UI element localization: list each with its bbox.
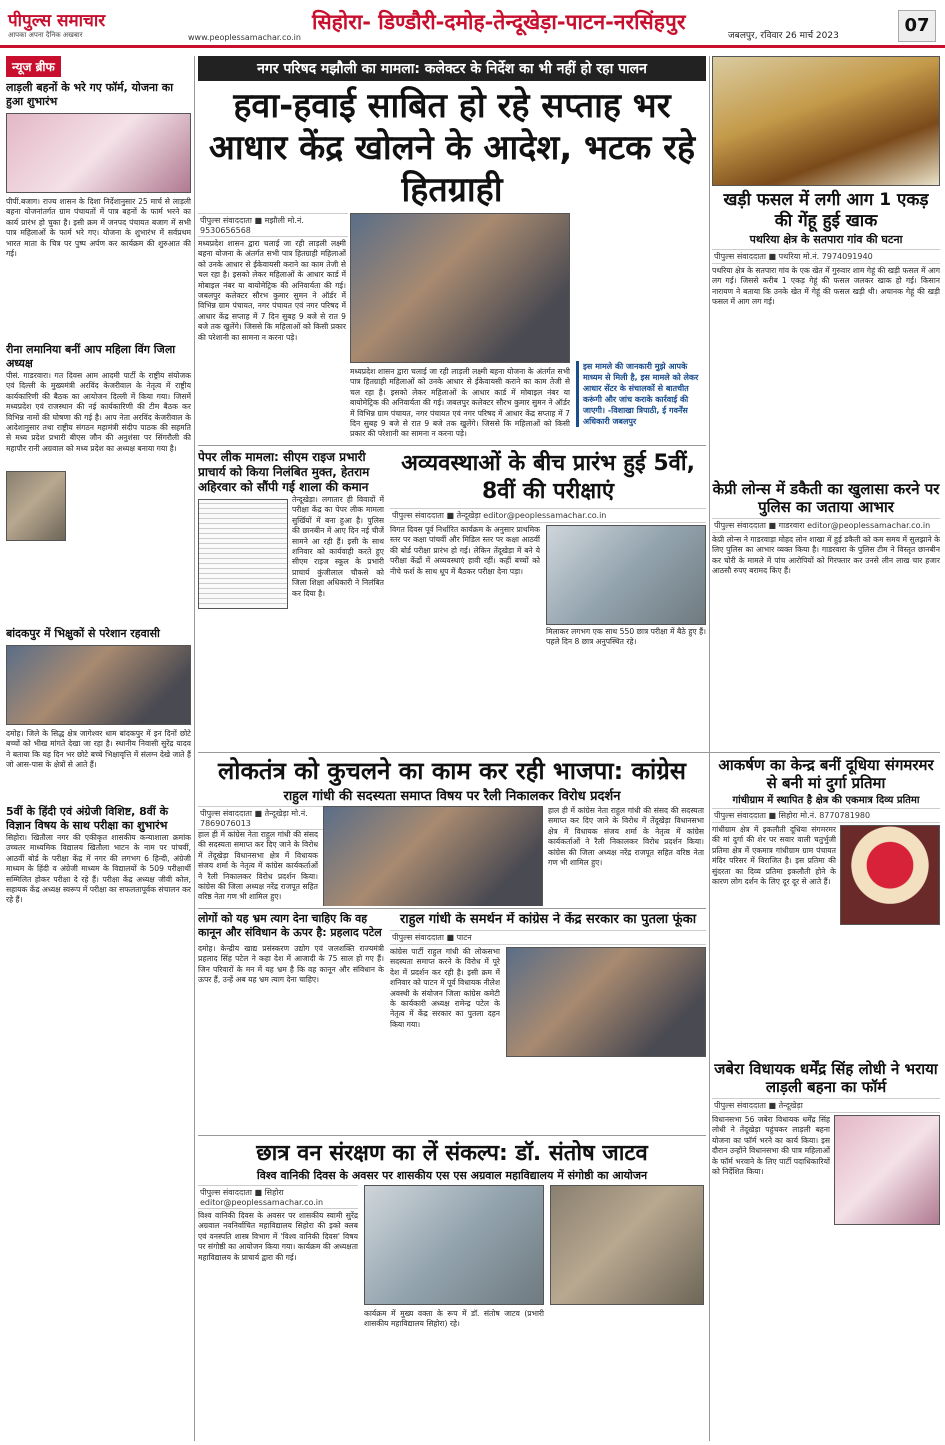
fire-byline: पीपुल्स संवाददाता ■ पथरिया मो.नं. 7974091940 (712, 249, 940, 264)
exam-body: विगत दिवस पूर्व निर्धारित कार्यक्रम के अनुसार प्राथमिक स्तर पर कक्षा पांचवीं और मिडिल स्तर पर कक्षा आठवीं की बोर्ड परीक्षा प्रारंभ हो गई। लेकिन तेंदूखेड़ा में बने ये परीक्षा केंद्रों में अव्यवस्थाएं हावी रहीं। कहीं बच्चों को नीचे फर्श के साथ धूप में बैठकर परीक्षा देना पड़ा। (390, 525, 540, 576)
durga-headline: आकर्षण का केन्द्र बनीं दूधिया संगमरमर से बनी मां दुर्गा प्रतिमा (718, 756, 934, 792)
brief-photo-1 (6, 113, 191, 193)
section-rule-2 (198, 752, 940, 753)
column-rule-right (709, 56, 710, 1441)
bjp-body: दमोह। केन्द्रीय खाद्य प्रसंस्करण उद्योग एवं जलशक्ति राज्यमंत्री प्रहलाद सिंह पटेल ने कहा देश में आजादी के 75 साल हो गए हैं। जिन परिवारों के मन में यह भ्रम है कि वह कानून और संविधान के ऊपर हैं, उन्हें अब यह भ्रम त्याग देना चाहिए। (198, 944, 384, 985)
lead-headline: हवा-हवाई साबित हो रहे सप्ताह भर आधार केंद्र खोलने के आदेश, भटक रहे हितग्राही (208, 86, 696, 210)
congress-byline: पीपुल्स संवाददाता ■ तेन्दूखेड़ा मो.नं. 7869076013 (198, 806, 348, 830)
page-number: 07 (898, 10, 936, 42)
ladli-body: विधानसभा 56 जबेरा विधायक धर्मेंद्र सिंह लोधी ने तेंदूखेड़ा पहुंचकर लाड़ली बहना योजना का फॉर्म भरने का कार्य किया। इस दौरान उन्होंने विधानसभा की पात्र महिलाओं के फॉर्म भरवाने के लिए पार्टी पदाधिकारियों को निर्देशित किया। (712, 1115, 830, 1177)
news-brief-column (6, 56, 191, 1441)
lead-body: मध्यप्रदेश शासन द्वारा चलाई जा रही लाड़ली लक्ष्मी बहना योजना के अंतर्गत सभी पात्र हितग्राही महिलाओं को उनके आधार से ईकेवायसी कराने का काम तेजी से चल रहा है। इसको लेकर महिलाओं के आधार कार्ड में मोबाइल नंबर या बायोमेट्रिक की अनिवार्यता की गई। जबलपुर कलेक्टर सौरभ कुमार सुमन ने ऑर्डर में विभिन्न ग्राम पंचायत, नगर पंचायत एवं नगर परिषद में आधार केंद्र सप्ताह में 7 दिन सुबह 9 बजे से रात 9 बजे तक खुलेंगे। जिससे कि महिलाओं को किसी प्रकार की परेशानी का सामना न करना पड़े। (198, 239, 346, 342)
paper-leak-story (198, 450, 384, 750)
brief-body-2: पीसं. गाडरवारा। गत दिवस आम आदमी पार्टी के राष्ट्रीय संयोजक एवं दिल्ली के मुख्यमंत्री अरविंद केजरीवाल के नेतृत्व में राष्ट्रीय कार्यकारिणी की बैठक का आयोजन दिल्ली में किया गया। जिसमें मध्यप्रदेश एवं राजस्थान की नई कार्यकारिणी की टीम बैठक कर विभिन्न नामों की घोषणा की गई है। आप नेता अरविंद केजरीवाल के आदेशानुसार तथा राष्ट्रीय संगठन महामंत्री संदीप पाठक की सहमति से मध्य प्रदेश प्रभारी बीएस जौन की अनुशंसा पर सिंगरौली की महापौर रानी अग्रवाल को मध्य प्रदेश का अध्यक्ष बनाया गया है। (6, 371, 191, 453)
fire-story (712, 56, 940, 476)
durga-idol-photo (840, 825, 940, 925)
column-rule (194, 56, 195, 1441)
forest-subheadline: विश्व वानिकी दिवस के अवसर पर शासकीय एस एस अग्रवाल महाविद्यालय में संगोष्ठी का आयोजन (256, 1169, 648, 1182)
section-rule (198, 445, 706, 446)
brief-headline-3: बांदकपुर में भिक्षुकों से परेशान रहवासी (6, 627, 160, 640)
congress-rally-photo (323, 806, 543, 906)
ladli-headline: जबेरा विधायक धर्मेंद्र सिंह लोधी ने भराया लाड़ली बहना का फॉर्म (714, 1060, 938, 1096)
durga-byline: पीपुल्स संवाददाता ■ सिहोरा मो.नं. 8770781980 (712, 808, 940, 823)
lead-body-continued: मध्यप्रदेश शासन द्वारा चलाई जा रही लाड़ली लक्ष्मी बहना योजना के अंतर्गत सभी पात्र हितग्राही महिलाओं को उनके आधार से ईकेवायसी कराने का काम तेजी से चल रहा है। इसको लेकर महिलाओं के आधार कार्ड में मोबाइल नंबर या बायोमेट्रिक की अनिवार्यता की गई। जबलपुर कलेक्टर सौरभ कुमार सुमन ने ऑर्डर में विभिन्न ग्राम पंचायत, नगर पंचायत एवं नगर परिषद में आधार केंद्र सप्ताह में 7 दिन सुबह 9 बजे से रात 9 बजे तक खुलेंगे। जिससे कि महिलाओं को किसी प्रकार की परेशानी का सामना न करना पड़े। (350, 367, 570, 439)
brief-body-4: सिहोरा। खितौला नगर की एकीकृत शासकीय कन्याशाला क्रमांक उच्चतर माध्यमिक विद्यालय खितौला भाटन के नाम पर पांचवीं, आठवीं बोर्ड के परीक्षा केंद्र में नगर की लगभग 6 हिन्दी, अंग्रेजी माध्यम के हिंदी व अंग्रेजी माध्यम के विद्यालयों के 509 परीक्षार्थी सम्मिलित होकर परीक्षा दे रहे हैं। परीक्षा केंद्र अध्यक्ष जीवी कोल, सहायक केंद्र अध्यक्ष स्वरूप में परीक्षा का सफलतापूर्वक संचालन कर रहे हैं। (6, 833, 191, 905)
ladli-photo (834, 1115, 940, 1225)
bjp-headline: लोगों को यह भ्रम त्याग देना चाहिए कि वह कानून और संविधान के ऊपर है: प्रहलाद पटेल (198, 912, 382, 939)
brief-body-1: पीपीं.बजाग। राज्य शासन के दिशा निर्देशानुसार 25 मार्च से लाड़ली बहना योजनांतर्गत ग्राम पंचायतों में पात्र बहनों के फार्म भरने का कार्य प्रारंभ हो चुका है। इसी क्रम में जनपद पंचायत बजाग में सभी पात्र महिलाओं के फार्म भरे गए। योजना के शुभारंभ में सर्वप्रथम भारत माता के चित्र पर पुष्प अर्पण कर कार्यक्रम की शुरुआत की गई। (6, 197, 191, 259)
ladli-story (712, 1060, 940, 1440)
congress-body: हाल ही में कांग्रेस नेता राहुल गांधी की संसद की सदस्यता समाप्त कर दिए जाने के विरोध में तेंदूखेड़ा विधानसभा क्षेत्र में विधायक संजय शर्मा के नेतृत्व में कांग्रेस कार्यकर्ताओं ने रैली निकालकर विरोध प्रदर्शन किया। कांग्रेस की जिला अध्यक्ष नरेंद्र राजपूत सहित वरिष्ठ नेता गण भी शामिल हुए। (198, 830, 318, 902)
congress-headline: लोकतंत्र को कुचलने का काम कर रही भाजपा: कांग्रेस (217, 757, 687, 785)
congress-subheadline: राहुल गांधी की सदस्यता समाप्त विषय पर रैली निकालकर विरोध प्रदर्शन (283, 789, 621, 804)
effigy-byline: पीपुल्स संवाददाता ■ पाटन (390, 930, 706, 945)
durga-body: गांधीग्राम क्षेत्र में इकलौती दूधिया संगमरमर की मां दुर्गा की शेर पर सवार वाली चतुर्भुजी प्रतिमा क्षेत्र में एकमात्र गांधीग्राम ग्राम पंचायत मंदिर परिसर में विराजित है। इस प्रतिमा की सुंदरता का दिव्य प्रतिमा इकलौती होने के कारण लोग दर्शन के लिए दूर दूर से आते हैं। (712, 825, 836, 887)
forest-body: विश्व वानिकी दिवस के अवसर पर शासकीय स्वामी सुरेंद्र अग्रवाल नवनिर्वाचित महाविद्यालय सिहोरा की इको क्लब एवं वनस्पति शास्त्र विभाग में 'विश्व वानिकी दिवस' विषय पर संगोष्ठी का आयोजन किया गया। कार्यक्रम की अध्यक्षता महाविद्यालय के प्राचार्य द्वारा की गई। (198, 1211, 358, 1262)
logo-text: पीपुल्स समाचार (8, 11, 106, 31)
logo-tagline: आपका अपना दैनिक अखबार (8, 31, 83, 39)
lead-story (198, 56, 706, 441)
lead-photo (350, 213, 570, 363)
dacoity-body: केप्री लोन्स ने गाडरवाड़ा मोहद लोन शाखा में हुई डकैती को कम समय में सुलझाने के लिए पुलिस का आभार व्यक्त किया है। गाडरवारा के पुलिस टीम ने विस्तृत छानबीन कर चोरी के मामले में पांच आरोपियों को गिरफ्तार कर उनसे लीन लाख चार हजार आठसौ रुपए बरामद किए हैं। (712, 535, 940, 576)
forest-seminar-photo (364, 1185, 544, 1305)
masthead (0, 0, 945, 48)
website-url[interactable]: www.peoplessamachar.co.in (188, 33, 301, 42)
exam-byline: पीपुल्स संवाददाता ■ तेन्दूखेड़ा editor@peoplessamachar.co.in (390, 508, 706, 523)
forest-story (198, 1140, 706, 1440)
issue-date: जबलपुर, रविवार 26 मार्च 2023 (728, 31, 839, 41)
exam-photo (546, 525, 706, 625)
ladli-byline: पीपुल्स संवाददाता ■ तेन्दूखेड़ा (712, 1098, 940, 1113)
paper-leak-document-photo (198, 499, 288, 609)
bjp-story (198, 912, 384, 1132)
lead-kicker: नगर परिषद मझौली का मामला: कलेक्टर के निर्देश का भी नहीं हो रहा पालन (198, 56, 706, 81)
forest-speaker-photo (550, 1185, 704, 1305)
fire-subheadline: पथरिया क्षेत्र के सतपारा गांव की घटना (749, 233, 903, 246)
lead-official-quote: इस मामले की जानकारी मुझे आपके माध्यम से मिली है, इस मामले को लेकर आधार सेंटर के संचालकों से बातचीत करूंगी और जांच कराके कार्रवाई की जाएगी। -विशाखा त्रिपाठी, ई गवर्नेंस अधिकारी जबलपुर (576, 361, 704, 427)
brief-photo-2 (6, 471, 66, 541)
forest-caption: कार्यक्रम में मुख्य वक्ता के रूप में डॉ. संतोष जाटव (प्रभारी शासकीय महाविद्यालय सिहोरा) रहे। (364, 1309, 544, 1329)
brief-body-3: दमोह। जिले के सिद्ध क्षेत्र जागेश्वर धाम बांदकपुर में इन दिनों छोटे बच्चों को भीख मांगते देखा जा रहा है। स्थानीय निवासी सुरेंद्र यादव ने बताया कि यह दिन भर छोटे बच्चे भिक्षावृत्ति में संलग्न देखे जाते हैं जो आस-पास के क्षेत्रों से आते हैं। (6, 729, 191, 770)
durga-story (712, 756, 940, 1056)
exam-story (390, 450, 706, 750)
exam-caption: मिलाकर लगभग एक साथ 550 छात्र परीक्षा में बैठे हुए हैं। पहले दिन 8 छात्र अनुपस्थित रहे। (546, 627, 706, 647)
news-brief-tag: न्यूज ब्रीफ (6, 56, 61, 77)
effigy-headline: राहुल गांधी के समर्थन में कांग्रेस ने केंद्र सरकार का पुतला फूंका (399, 912, 697, 927)
dacoity-story (712, 480, 940, 750)
lead-byline: पीपुल्स संवाददाता ■ मझौली मो.नं. 9530656568 (198, 213, 348, 237)
fire-body: पथरिया क्षेत्र के सतपारा गांव के एक खेत में गुरुवार शाम गेहूं की खड़ी फसल में आग लग गई। जिससे करीब 1 एकड़ गेहूं की फसल जलकर खाक हो गई। किसान नारायण ने बताया कि उनके खेत में गेहूं की फसल खड़ी थी। अचानक गेहूं की खड़ी फसल में आग लग गई। (712, 266, 940, 307)
newspaper-logo (8, 8, 105, 40)
forest-headline: छात्र वन संरक्षण का लें संकल्प: डॉ. संतोष जाटव (256, 1141, 648, 1166)
effigy-body: कांग्रेस पार्टी राहुल गांधी की लोकसभा सदस्यता समाप्त करने के विरोध में पूरे देश में प्रदर्शन कर रही है। इसी क्रम में शनिवार को पाटन में पूर्व विधायक नीलेश अवस्थी के संयोजन जिला कांग्रेस कमेटी के कार्यकारी अध्यक्ष रामेन्द्र पटेल के नेतृत्व में केंद्र सरकार का पुतला दहन किया गया। (390, 947, 500, 1029)
dacoity-byline: पीपुल्स संवाददाता ■ गाडरवारा editor@peoplessamachar.co.in (712, 518, 940, 533)
forest-byline: पीपुल्स संवाददाता ■ सिहोरा editor@peoplessamachar.co.in (198, 1185, 358, 1209)
fire-photo (712, 56, 940, 186)
page-title: सिहोरा- डिण्डौरी-दमोह-तेन्दूखेड़ा-पाटन-नरसिंहपुर (312, 10, 686, 34)
brief-headline-1: लाड़ली बहनों के भरे गए फॉर्म, योजना का हुआ शुभारंभ (6, 81, 174, 108)
congress-body-continued: हाल ही में कांग्रेस नेता राहुल गांधी की संसद की सदस्यता समाप्त कर दिए जाने के विरोध में तेंदूखेड़ा विधानसभा क्षेत्र में विधायक संजय शर्मा के नेतृत्व में कांग्रेस कार्यकर्ताओं ने रैली निकालकर विरोध प्रदर्शन किया। कांग्रेस की जिला अध्यक्ष नरेंद्र राजपूत सहित वरिष्ठ नेता गण भी शामिल हुए। (548, 806, 704, 868)
paper-leak-body: तेन्दूखेड़ा। लगातार ही विवादों में परीक्षा केंद्र का पेपर लीक मामला सुर्खियों में बना हुआ है। पुलिस की छानबीन में आए दिन नई चीजें सामने आ रही हैं। इसी के साथ शनिवार को कार्यवाही करते हुए सीएम राइज स्कूल के प्रभारी प्राचार्य कुंजीलाल चौकसे को जिला शिक्षा अधिकारी ने निलंबित कर दिया है। (292, 495, 384, 598)
effigy-story (390, 912, 706, 1132)
brief-headline-4: 5वीं के हिंदी एवं अंग्रेजी विशिष्ट, 8वीं के विज्ञान विषय के साथ परीक्षा का शुभारंभ (6, 805, 169, 832)
effigy-protest-photo (506, 947, 706, 1057)
exam-headline: अव्यवस्थाओं के बीच प्रारंभ हुई 5वीं, 8वीं की परीक्षाएं (401, 451, 695, 504)
paper-leak-headline: पेपर लीक मामला: सीएम राइज प्रभारी प्राचार्य को किया निलंबित मुक्त, हेतराम अहिरवार को सौंपी गई शाला की कमान (198, 450, 370, 494)
section-rule-4 (198, 1135, 706, 1136)
brief-headline-2: रीना लमानिया बनीं आप महिला विंग जिला अध्यक्ष (6, 343, 176, 370)
fire-headline: खड़ी फसल में लगी आग 1 एकड़ की गेंहू हुई खाक (723, 190, 929, 231)
durga-subheadline: गांधीग्राम में स्थापित है क्षेत्र की एकमात्र दिव्य प्रतिमा (732, 795, 920, 806)
brief-photo-3 (6, 645, 191, 725)
congress-story (198, 756, 706, 906)
dacoity-headline: केप्री लोन्स में डकैती का खुलासा करने पर पुलिस का जताया आभार (712, 480, 940, 516)
section-rule-3 (198, 908, 706, 909)
